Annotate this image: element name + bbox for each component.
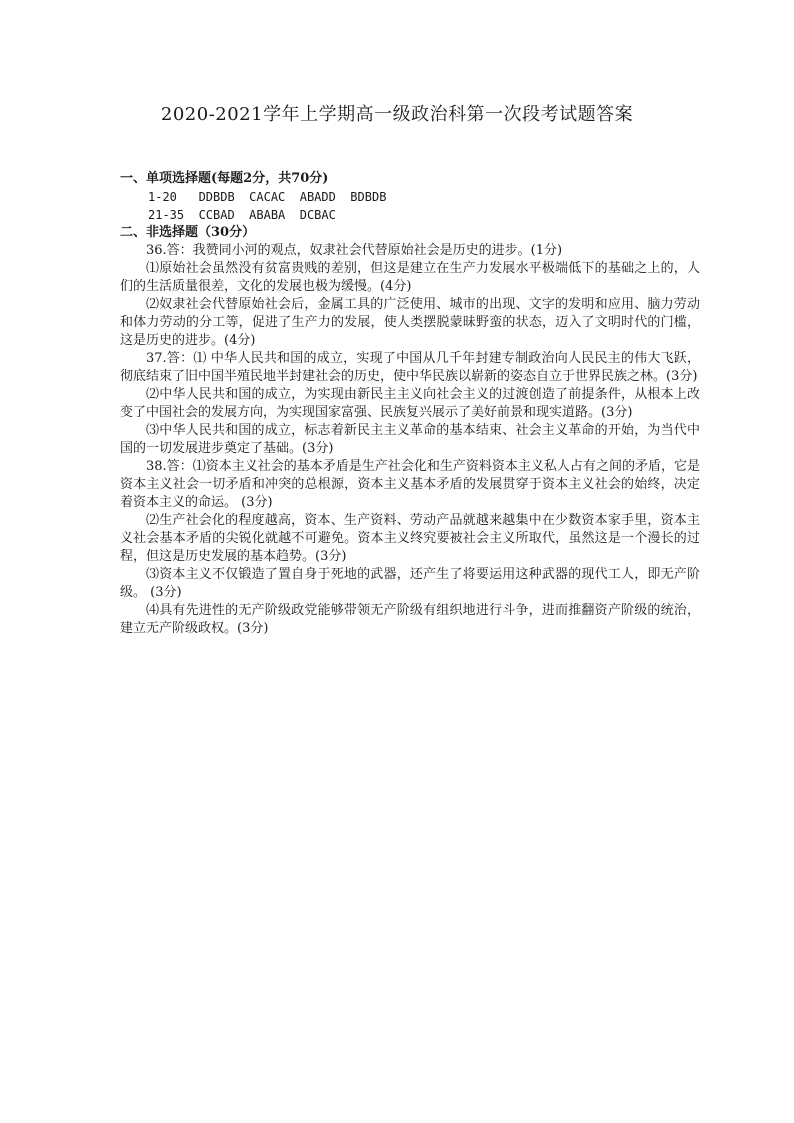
paragraph-38-point-3: ⑶资本主义不仅锻造了置自身于死地的武器，还产生了将要运用这种武器的现代工人，即无产阶级。 (3分) <box>120 567 700 600</box>
paragraph-38-point-2: ⑵生产社会化的程度越高，资本、生产资料、劳动产品就越来越集中在少数资本家手里，资本主义社会基本矛盾的尖锐化就越不可避免。资本主义终究要被社会主义所取代，虽然这是一个漫长的过程，但这是历史发展的基本趋势。(3分) <box>120 513 700 564</box>
answer-row-21-35: 21-35 CCBAD ABABA DCBAC <box>148 208 336 222</box>
section-heading-non-choice: 二、非选择题（30分） <box>120 225 256 240</box>
paragraph-38-point-1: 38.答：⑴资本主义社会的基本矛盾是生产社会化和生产资料资本主义私人占有之间的矛盾，它是资本主义社会一切矛盾和冲突的总根源，资本主义基本矛盾的发展贯穿于资本主义社会的始终，决定着资本主义的命运。 (3分) <box>120 459 700 510</box>
paragraph-36-answer: 36.答：我赞同小河的观点，奴隶社会代替原始社会是历史的进步。(1分) <box>146 243 563 258</box>
section-heading-choice: 一、单项选择题(每题2分，共70分) <box>120 171 329 186</box>
paragraph-36-point-1: ⑴原始社会虽然没有贫富贵贱的差别，但这是建立在生产力发展水平极端低下的基础之上的，人们的生活质量很差，文化的发展也极为缓慢。(4分) <box>120 261 700 294</box>
paragraph-36-point-2: ⑵奴隶社会代替原始社会后，金属工具的广泛使用、城市的出现、文字的发明和应用、脑力劳动和体力劳动的分工等，促进了生产力的发展，使人类摆脱蒙昧野蛮的状态，迈入了文明时代的门槛，这是历史的进步。(4分) <box>120 297 700 348</box>
paragraph-37-point-2: ⑵中华人民共和国的成立，为实现由新民主主义向社会主义的过渡创造了前提条件，从根本上改变了中国社会的发展方向，为实现国家富强、民族复兴展示了美好前景和现实道路。(3分) <box>120 387 700 420</box>
page-title: 2020-2021学年上学期高一级政治科第一次段考试题答案 <box>160 104 634 125</box>
answer-content <box>120 170 700 638</box>
paragraph-37-point-1: 37.答：⑴ 中华人民共和国的成立，实现了中国从几千年封建专制政治向人民民主的伟大飞跃，彻底结束了旧中国半殖民地半封建社会的历史，使中华民族以崭新的姿态自立于世界民族之林。(3分) <box>120 351 700 384</box>
answer-row-1-20: 1-20 DDBDB CACAC ABADD BDBDB <box>148 190 387 204</box>
paragraph-37-point-3: ⑶中华人民共和国的成立，标志着新民主主义革命的基本结束、社会主义革命的开始，为当代中国的一切发展进步奠定了基础。(3分) <box>120 423 700 456</box>
paragraph-38-point-4: ⑷具有先进性的无产阶级政党能够带领无产阶级有组织地进行斗争，进而推翻资产阶级的统治，建立无产阶级政权。(3分) <box>120 603 700 636</box>
